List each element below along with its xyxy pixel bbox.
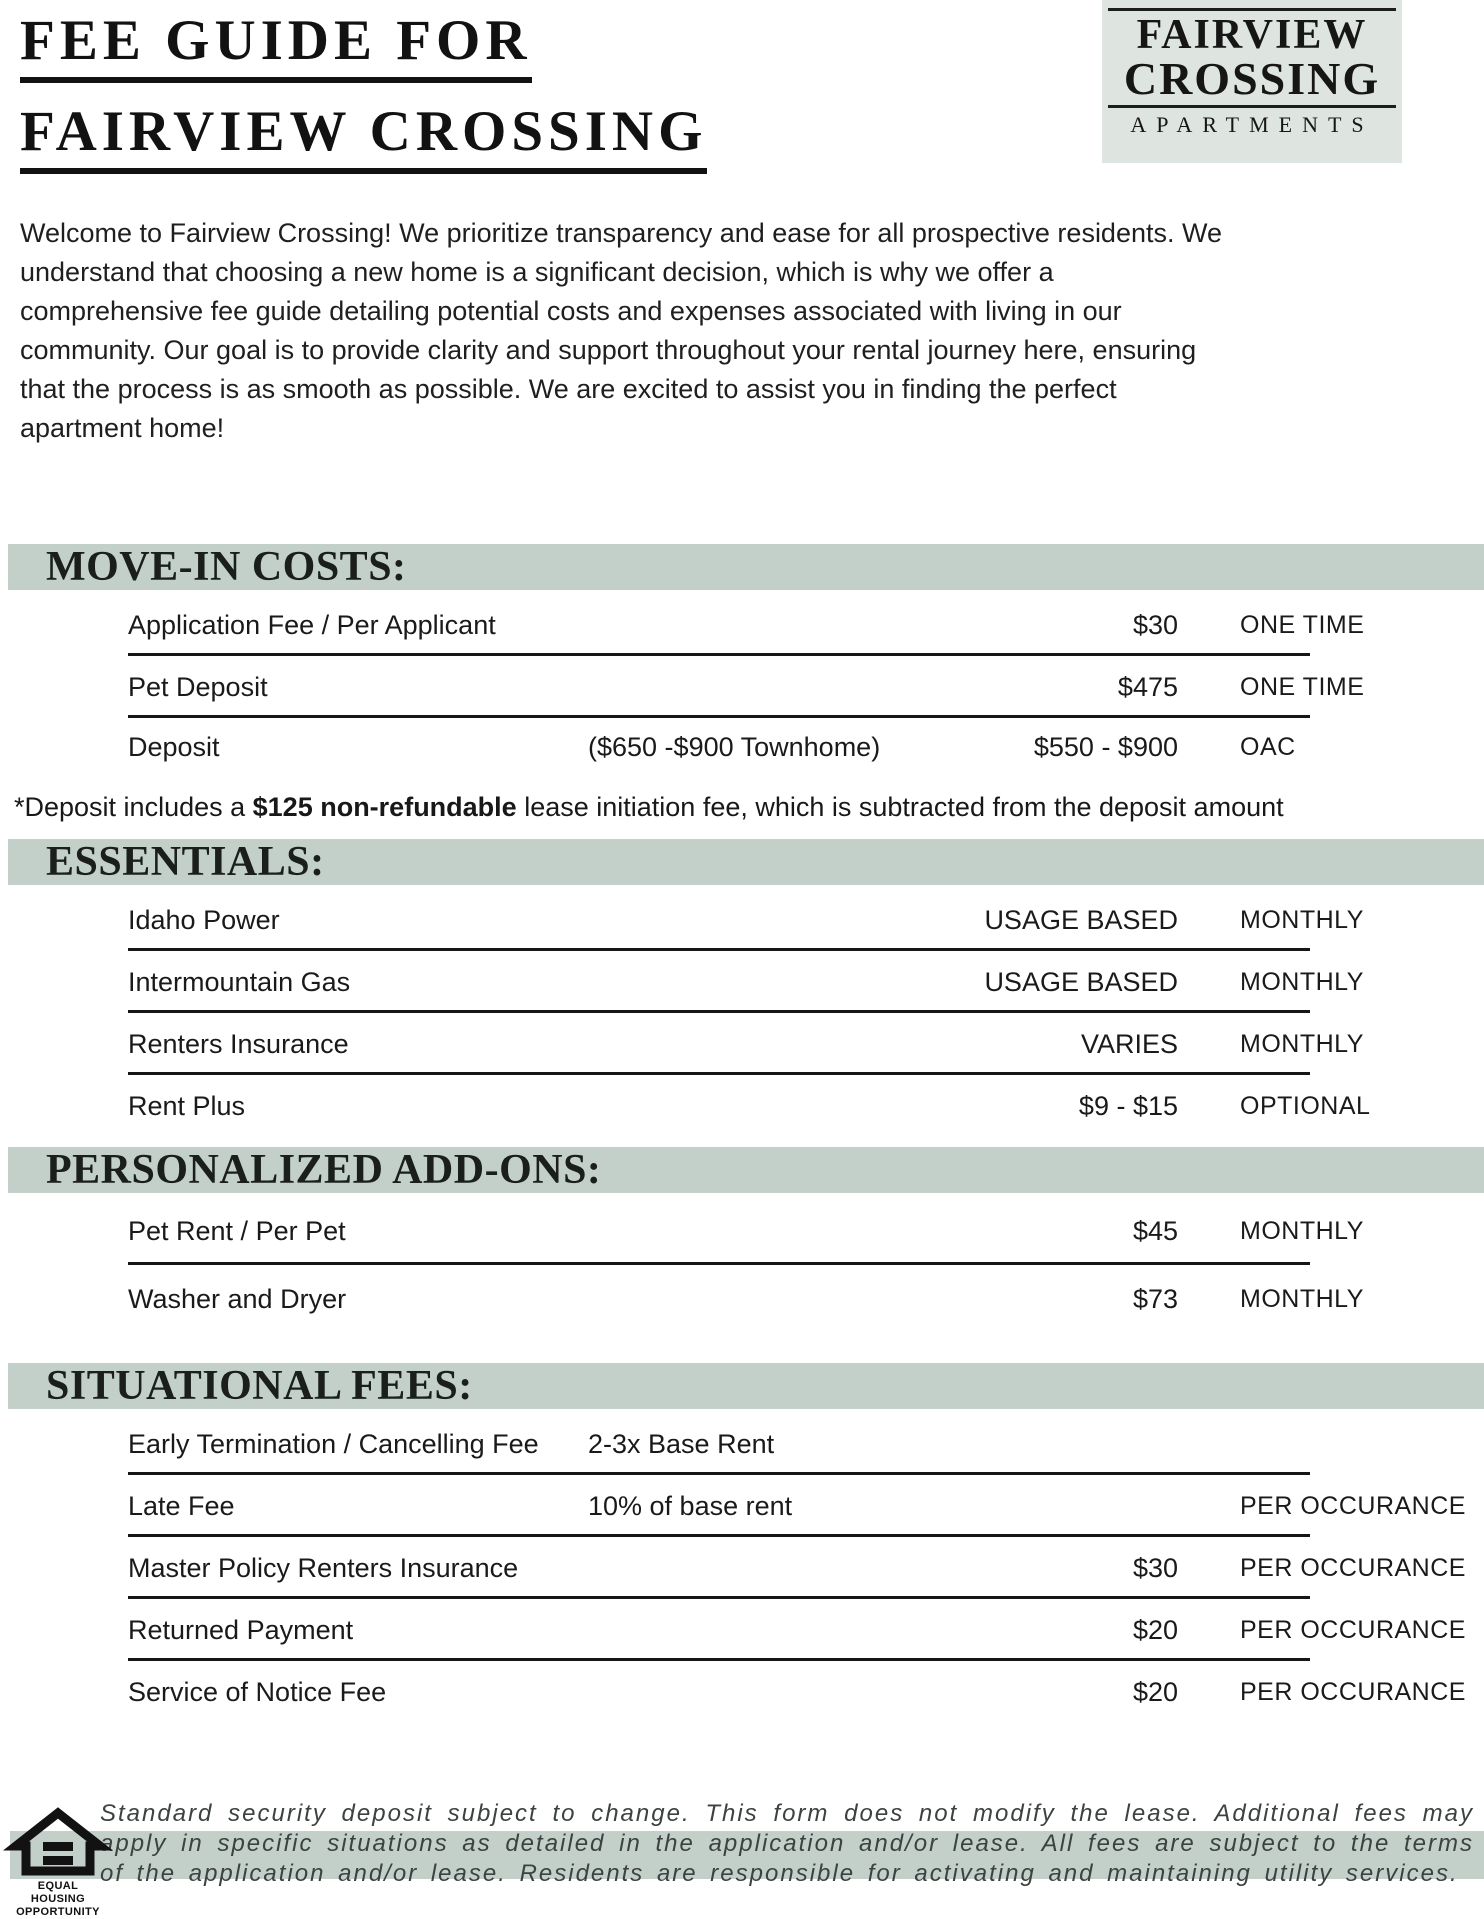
fee-amount: $45: [1132, 1215, 1178, 1246]
brand-name-line-2: CROSSING: [1123, 53, 1381, 104]
section-personalized-add-ons: [0, 1147, 1484, 1333]
fee-frequency: MONTHLY: [1240, 1216, 1364, 1245]
fee-label: Service of Notice Fee: [128, 1676, 387, 1707]
fee-row: [0, 594, 1484, 656]
brand-subtitle: APARTMENTS: [1130, 112, 1374, 137]
section-band: [8, 1147, 1484, 1193]
fee-mid-value: ($650 -$900 Townhome): [588, 731, 881, 762]
section-band: [8, 544, 1484, 590]
fee-mid-value: 2-3x Base Rent: [588, 1428, 775, 1459]
fee-frequency: ONE TIME: [1240, 672, 1365, 701]
brand-name-line-1: FAIRVIEW: [1136, 12, 1368, 58]
fee-amount: $30: [1132, 1552, 1178, 1583]
fee-row: [0, 1661, 1484, 1723]
section-move-in-costs: [0, 544, 1484, 823]
fee-frequency: PER OCCURANCE: [1240, 1491, 1466, 1520]
section-title: MOVE-IN COSTS:: [46, 544, 407, 590]
fee-label: Application Fee / Per Applicant: [128, 609, 496, 640]
fee-frequency: MONTHLY: [1240, 1284, 1364, 1313]
fee-label: Renters Insurance: [128, 1028, 349, 1059]
fee-amount: $9 - $15: [1078, 1090, 1178, 1121]
fee-row: [0, 718, 1484, 776]
fee-row: [0, 951, 1484, 1013]
fee-amount: $475: [1117, 671, 1178, 702]
fee-label: Master Policy Renters Insurance: [128, 1552, 519, 1583]
equal-housing-text-line-2: OPPORTUNITY: [16, 1906, 100, 1918]
fee-amount: $20: [1132, 1676, 1178, 1707]
fairview-crossing-logo: [1102, 0, 1402, 163]
title-line-1-text: FEE GUIDE FOR: [20, 12, 532, 83]
deposit-note-bold: $125 non-refundable: [252, 792, 517, 822]
brand-rule-top: [1108, 8, 1396, 11]
fee-label: Washer and Dryer: [128, 1283, 347, 1314]
equal-housing-text-line-1: EQUAL HOUSING: [30, 1880, 86, 1905]
fee-row: [0, 889, 1484, 951]
section-band: [8, 1363, 1484, 1409]
equal-housing-icon: [13, 1809, 103, 1875]
fee-frequency: PER OCCURANCE: [1240, 1553, 1466, 1582]
section-band: [8, 839, 1484, 885]
section-essentials: [0, 839, 1484, 1137]
fee-amount: $73: [1132, 1283, 1178, 1314]
fee-frequency: MONTHLY: [1240, 905, 1364, 934]
fee-row: [0, 1265, 1484, 1333]
fee-rows: [0, 1197, 1484, 1333]
disclaimer-text: Standard security deposit subject to change. This form does not modify the lease. Additional fees may apply in specific situations as detailed in the application and/or lease. All fees are subject to the terms of the application and/or lease. Residents are responsible for activating and maintaining utility services.: [100, 1800, 1474, 1887]
fee-label: Pet Rent / Per Pet: [128, 1215, 346, 1246]
fee-rows: [0, 1413, 1484, 1723]
fee-label: Rent Plus: [128, 1090, 246, 1121]
brand-rule-bottom: [1108, 105, 1396, 108]
fee-label: Deposit: [128, 731, 220, 762]
fee-amount: VARIES: [1080, 1028, 1178, 1059]
fee-row: [0, 1599, 1484, 1661]
fee-amount: $30: [1132, 609, 1178, 640]
section-situational-fees: [0, 1363, 1484, 1723]
deposit-note-prefix: *Deposit includes a: [14, 792, 253, 822]
fee-label: Late Fee: [128, 1490, 235, 1521]
fee-amount: $550 - $900: [1033, 731, 1178, 762]
fee-row: [0, 1075, 1484, 1137]
equal-housing-logo: [10, 1809, 106, 1919]
header: [0, 0, 1484, 168]
fee-row: [0, 1413, 1484, 1475]
title-line-2-text: FAIRVIEW CROSSING: [20, 103, 707, 174]
fee-amount: USAGE BASED: [984, 966, 1178, 997]
fee-row: [0, 1537, 1484, 1599]
fee-amount: $20: [1132, 1614, 1178, 1645]
fee-rows: [0, 889, 1484, 1137]
fee-row: [0, 656, 1484, 718]
fee-frequency: OAC: [1240, 732, 1296, 761]
fee-frequency: PER OCCURANCE: [1240, 1677, 1466, 1706]
deposit-note: [14, 792, 1484, 823]
fee-label: Intermountain Gas: [128, 966, 351, 997]
fee-row: [0, 1013, 1484, 1075]
fee-label: Idaho Power: [128, 904, 280, 935]
fee-label: Early Termination / Cancelling Fee: [128, 1428, 539, 1459]
intro-paragraph: Welcome to Fairview Crossing! We prioritize transparency and ease for all prospective residents. We understand that choosing a new home is a significant decision, which is why we offer a comprehensive fee guide detailing potential costs and expenses associated with living in our community. Our goal is to provide clarity and support throughout your rental journey here, ensuring that the process is as smooth as possible. We are excited to assist you in finding the perfect apartment home!: [20, 218, 1223, 443]
deposit-note-suffix: lease initiation fee, which is subtracted from the deposit amount: [516, 792, 1284, 822]
fee-label: Returned Payment: [128, 1614, 354, 1645]
fee-rows: [0, 594, 1484, 776]
fee-amount: USAGE BASED: [984, 904, 1178, 935]
fee-frequency: PER OCCURANCE: [1240, 1615, 1466, 1644]
section-title: SITUATIONAL FEES:: [46, 1363, 473, 1409]
fee-row: [0, 1197, 1484, 1265]
section-title: ESSENTIALS:: [46, 839, 325, 885]
fee-row: [0, 1475, 1484, 1537]
fee-frequency: ONE TIME: [1240, 610, 1365, 639]
section-title: PERSONALIZED ADD-ONS:: [46, 1147, 602, 1193]
fee-label: Pet Deposit: [128, 671, 268, 702]
fee-mid-value: 10% of base rent: [588, 1490, 793, 1521]
footer: [0, 1799, 1484, 1918]
fee-frequency: MONTHLY: [1240, 1029, 1364, 1058]
fee-frequency: OPTIONAL: [1240, 1091, 1371, 1120]
fee-frequency: MONTHLY: [1240, 967, 1364, 996]
